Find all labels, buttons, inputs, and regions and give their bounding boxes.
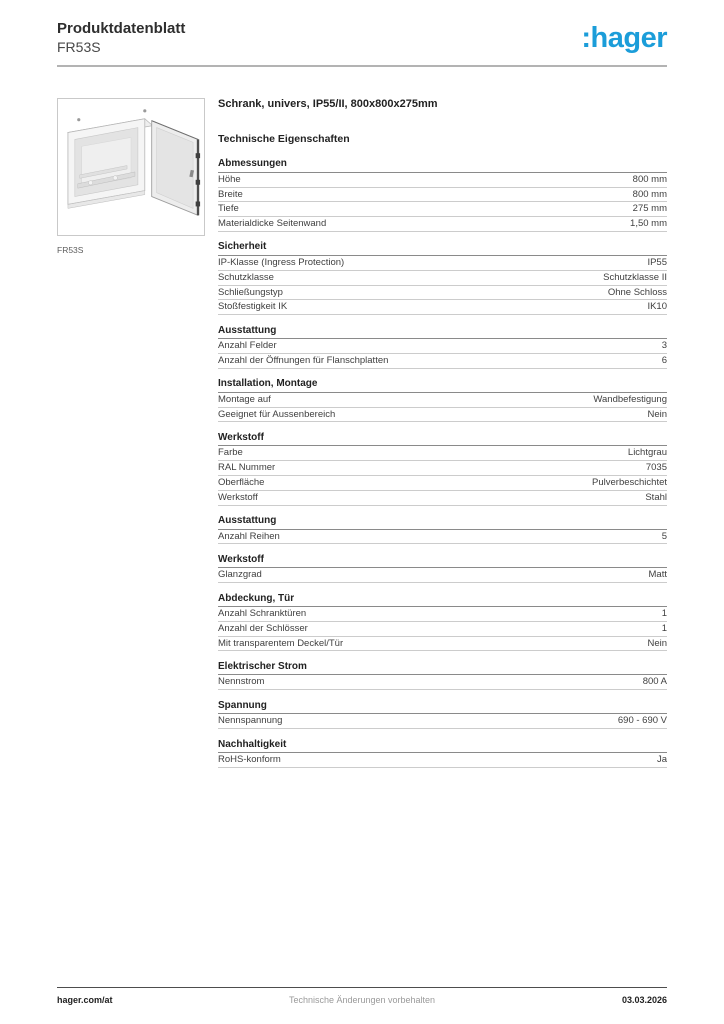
tech-properties-heading: Technische Eigenschaften xyxy=(218,133,350,146)
spec-row xyxy=(218,393,667,408)
section-rows xyxy=(218,393,667,423)
section-title: Installation, Montage xyxy=(218,379,667,393)
row-label: Werkstoff xyxy=(218,491,258,503)
row-value: IP55 xyxy=(647,256,667,268)
spec-section xyxy=(218,740,667,768)
row-label: Schließungstyp xyxy=(218,286,283,298)
section-rows xyxy=(218,530,667,545)
row-label: Schutzklasse xyxy=(218,271,274,283)
row-label: Breite xyxy=(218,188,243,200)
hager-logo: :hager xyxy=(581,22,667,54)
row-value: IK10 xyxy=(647,301,667,313)
document-type-title: Produktdatenblatt xyxy=(57,20,186,37)
spec-row xyxy=(218,714,667,729)
row-label: Glanzgrad xyxy=(218,569,262,581)
row-value: 1 xyxy=(661,622,667,634)
row-label: Anzahl Schranktüren xyxy=(218,608,307,620)
section-title: Ausstattung xyxy=(218,326,667,340)
spec-row xyxy=(218,675,667,690)
section-title: Nachhaltigkeit xyxy=(218,740,667,754)
spec-row xyxy=(218,753,667,768)
spec-row xyxy=(218,622,667,637)
document-header xyxy=(57,20,667,56)
row-value: 3 xyxy=(661,340,667,352)
row-label: Stoßfestigkeit IK xyxy=(218,301,288,313)
document-footer xyxy=(57,987,667,1005)
section-rows xyxy=(218,675,667,690)
section-rows xyxy=(218,607,667,651)
row-label: RAL Nummer xyxy=(218,462,276,474)
section-rows xyxy=(218,173,667,232)
spec-row xyxy=(218,607,667,622)
spec-section xyxy=(218,242,667,315)
row-label: IP-Klasse (Ingress Protection) xyxy=(218,256,345,268)
row-label: Geeignet für Aussenbereich xyxy=(218,408,336,420)
spec-row xyxy=(218,476,667,491)
row-label: Materialdicke Seitenwand xyxy=(218,218,327,230)
row-value: Wandbefestigung xyxy=(593,393,667,405)
spec-row xyxy=(218,354,667,369)
technical-data-column xyxy=(218,98,667,778)
row-value: Stahl xyxy=(645,491,667,503)
section-title: Abdeckung, Tür xyxy=(218,594,667,608)
title-block xyxy=(57,20,185,56)
image-caption: FR53S xyxy=(57,245,84,256)
row-value: 1,50 mm xyxy=(630,218,667,230)
spec-row xyxy=(218,256,667,271)
spec-row xyxy=(218,271,667,286)
spec-section xyxy=(218,662,667,690)
row-value: 800 A xyxy=(642,676,667,688)
section-title: Spannung xyxy=(218,701,667,715)
section-rows xyxy=(218,446,667,505)
section-rows xyxy=(218,714,667,729)
section-title: Werkstoff xyxy=(218,555,667,569)
row-value: 690 - 690 V xyxy=(617,715,667,727)
spec-row xyxy=(218,188,667,203)
row-label: RoHS-konform xyxy=(218,754,281,766)
spec-section xyxy=(218,433,667,506)
section-rows xyxy=(218,568,667,583)
product-image xyxy=(57,98,205,236)
row-label: Oberfläche xyxy=(218,476,265,488)
section-title: Abmessungen xyxy=(218,159,667,173)
row-label: Höhe xyxy=(218,173,241,185)
row-value: 275 mm xyxy=(632,203,667,215)
spec-row xyxy=(218,173,667,188)
section-title: Werkstoff xyxy=(218,433,667,447)
row-value: Nein xyxy=(647,408,667,420)
row-value: 1 xyxy=(661,608,667,620)
row-label: Anzahl der Öffnungen für Flanschplatten xyxy=(218,354,389,366)
spec-row xyxy=(218,637,667,652)
enclosure-photo-icon xyxy=(58,99,204,235)
spec-section xyxy=(218,594,667,652)
row-value: 5 xyxy=(661,530,667,542)
row-label: Nennstrom xyxy=(218,676,265,688)
row-value: Pulverbeschichtet xyxy=(592,476,667,488)
tech-sections xyxy=(218,159,667,768)
footer-date: 03.03.2026 xyxy=(621,995,667,1005)
product-title: Schrank, univers, IP55/II, 800x800x275mm xyxy=(218,98,438,111)
row-value: Lichtgrau xyxy=(627,447,667,459)
spec-row xyxy=(218,408,667,423)
product-image-column xyxy=(57,98,205,255)
section-rows xyxy=(218,753,667,768)
row-value: 800 mm xyxy=(632,173,667,185)
spec-section xyxy=(218,701,667,729)
spec-section xyxy=(218,555,667,583)
product-code: FR53S xyxy=(57,38,101,55)
spec-section xyxy=(218,516,667,544)
row-label: Mit transparentem Deckel/Tür xyxy=(218,637,344,649)
spec-row xyxy=(218,491,667,506)
section-title: Elektrischer Strom xyxy=(218,662,667,676)
spec-section xyxy=(218,159,667,232)
row-label: Farbe xyxy=(218,447,243,459)
row-value: 6 xyxy=(661,354,667,366)
spec-row xyxy=(218,202,667,217)
row-value: Schutzklasse II xyxy=(603,271,667,283)
spec-section xyxy=(218,326,667,369)
spec-row xyxy=(218,568,667,583)
section-title: Sicherheit xyxy=(218,242,667,256)
header-divider xyxy=(57,65,667,67)
footer-notice: Technische Änderungen vorbehalten xyxy=(288,995,436,1005)
spec-row xyxy=(218,217,667,232)
footer-website: hager.com/at xyxy=(57,995,113,1005)
row-value: Matt xyxy=(648,569,667,581)
spec-row xyxy=(218,339,667,354)
spec-row xyxy=(218,446,667,461)
spec-section xyxy=(218,379,667,422)
spec-row xyxy=(218,530,667,545)
row-label: Anzahl Felder xyxy=(218,340,277,352)
row-label: Tiefe xyxy=(218,203,239,215)
row-value: 800 mm xyxy=(632,188,667,200)
row-value: Nein xyxy=(647,637,667,649)
row-value: Ohne Schloss xyxy=(607,286,667,298)
section-rows xyxy=(218,339,667,369)
row-value: Ja xyxy=(656,754,667,766)
spec-row xyxy=(218,461,667,476)
section-rows xyxy=(218,256,667,315)
main-content xyxy=(57,98,667,778)
row-label: Montage auf xyxy=(218,393,271,405)
row-label: Anzahl der Schlösser xyxy=(218,622,308,634)
row-label: Anzahl Reihen xyxy=(218,530,280,542)
section-title: Ausstattung xyxy=(218,516,667,530)
row-label: Nennspannung xyxy=(218,715,283,727)
spec-row xyxy=(218,300,667,315)
row-value: 7035 xyxy=(645,462,667,474)
spec-row xyxy=(218,286,667,301)
